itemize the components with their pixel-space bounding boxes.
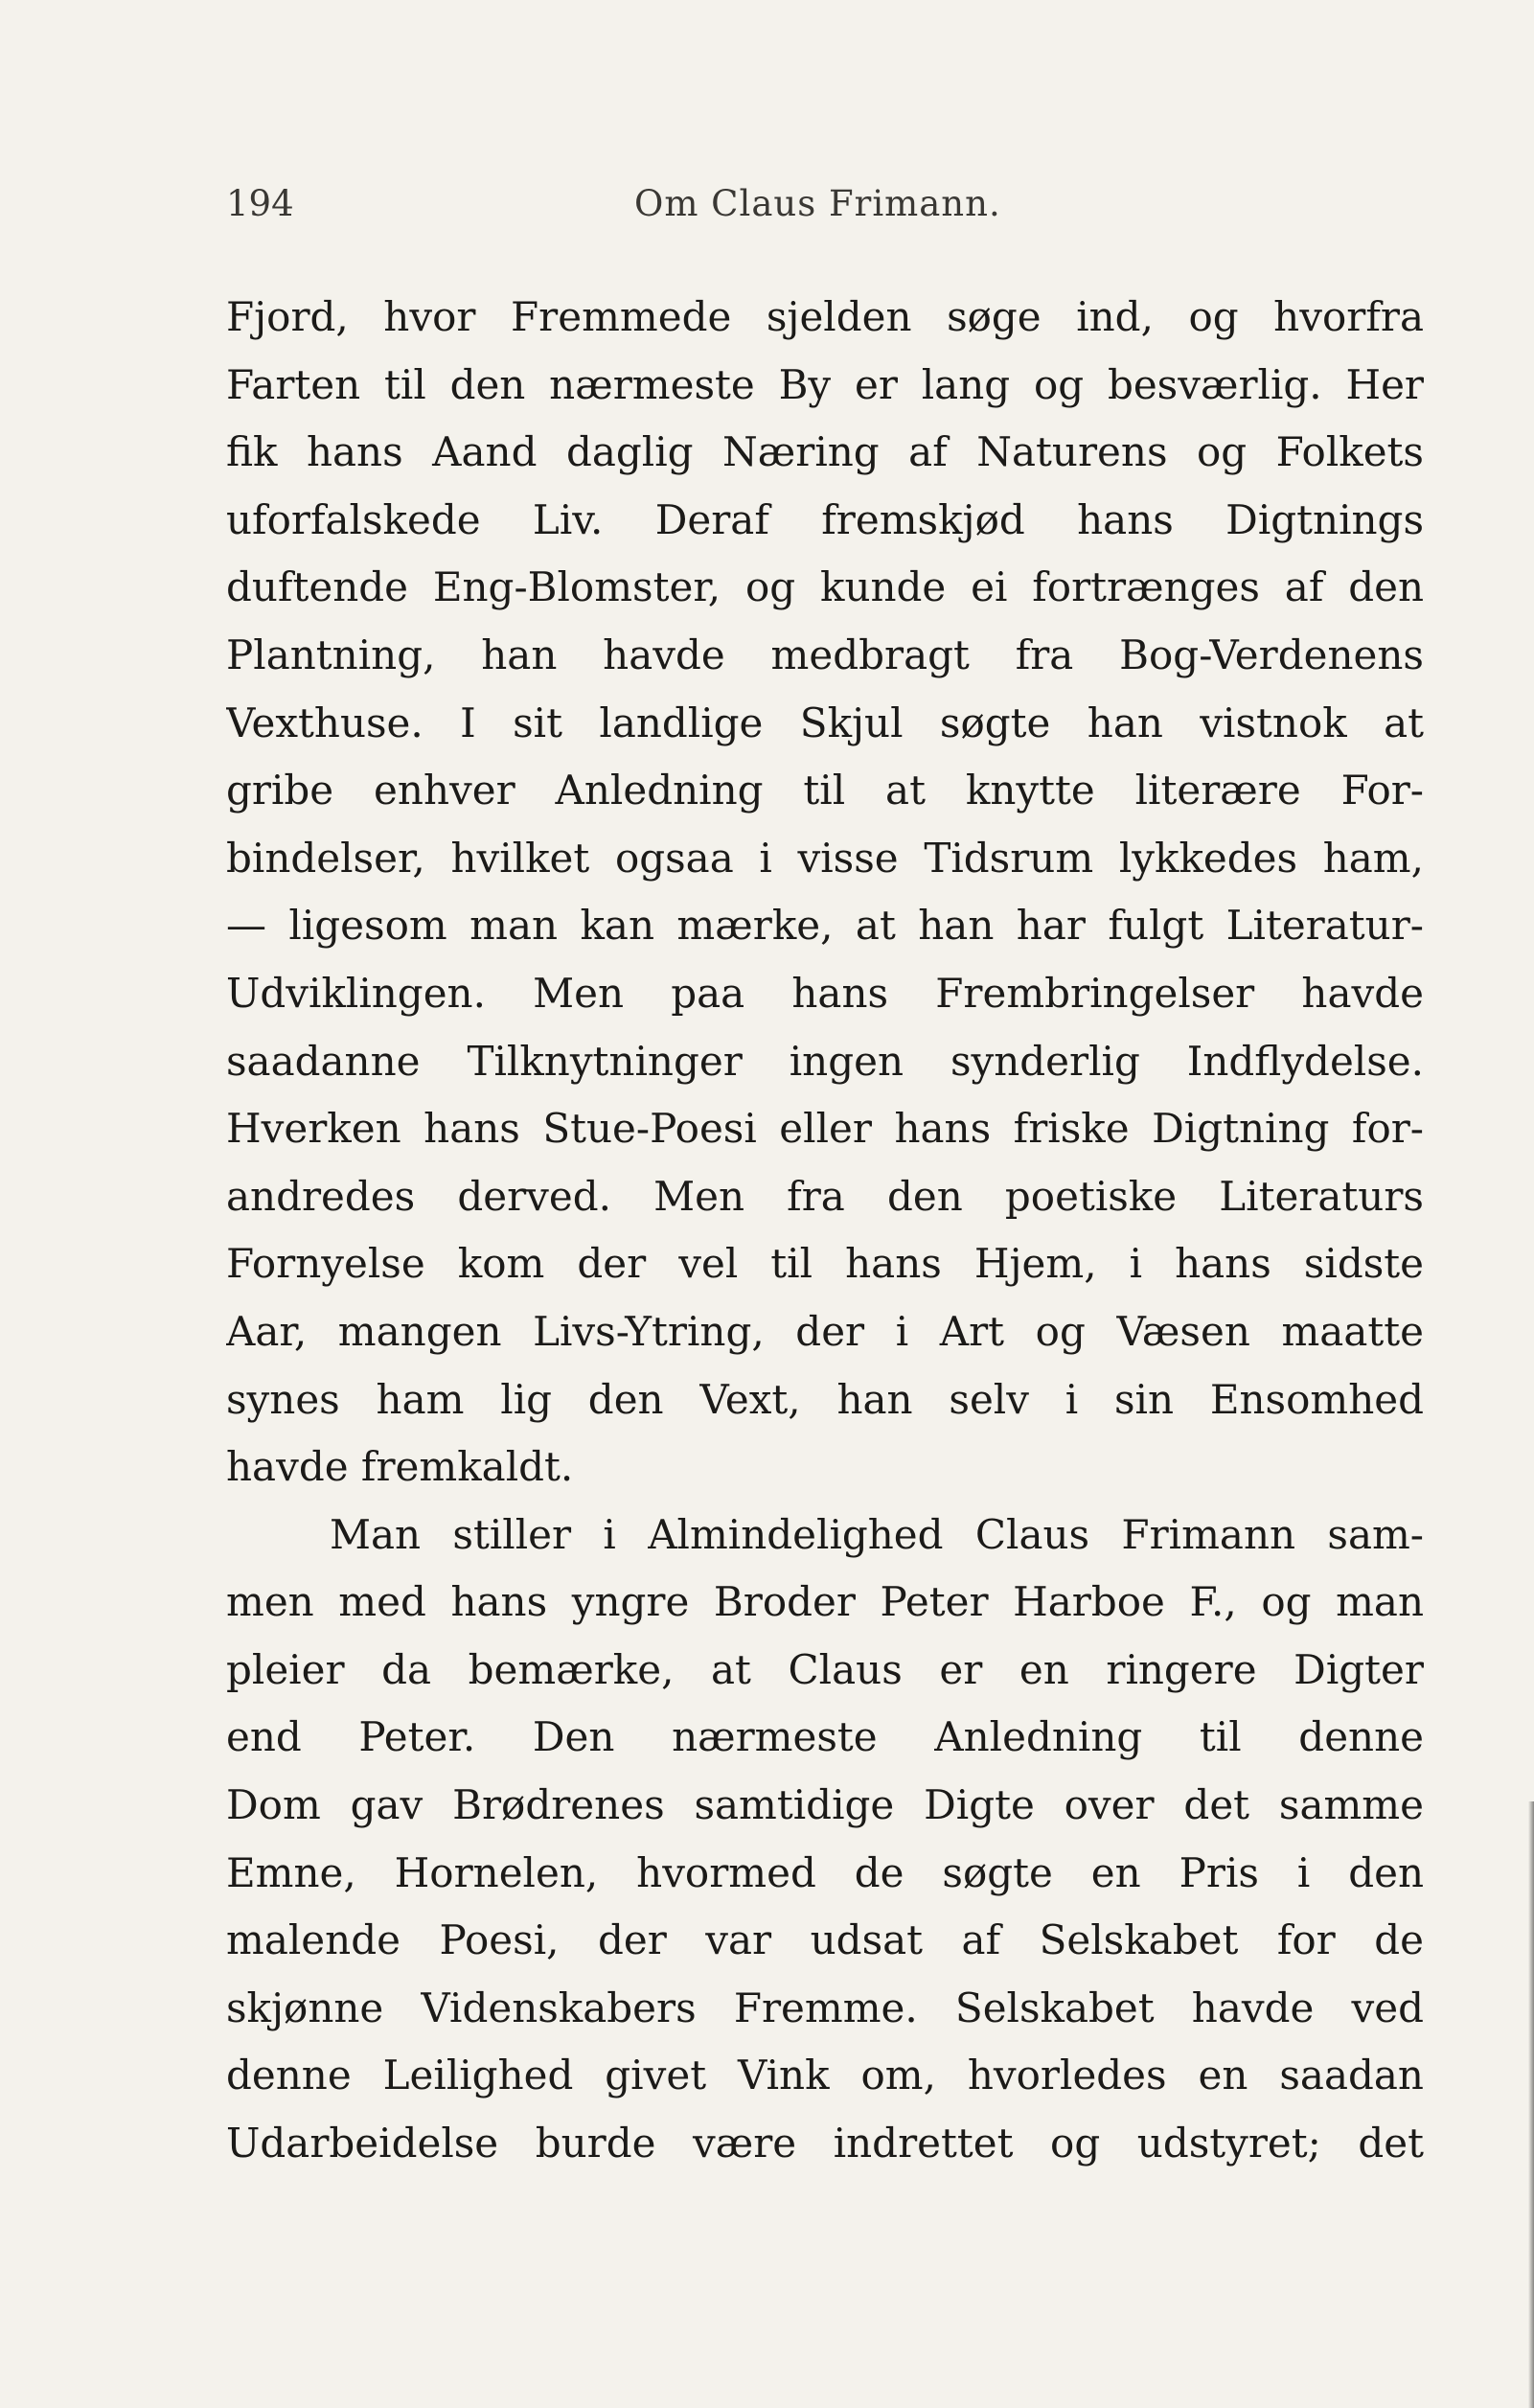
text-line: Fornyelse kom der vel til hans Hjem, i hans sidste <box>226 1240 1424 1288</box>
text-line: Udarbeidelse burde være indrettet og udstyret; det <box>226 2120 1424 2167</box>
paragraph-end-line: havde fremkaldt. <box>226 1443 574 1491</box>
text-line: men med hans yngre Broder Peter Harboe F., og man <box>226 1578 1424 1626</box>
text-line: Vexthuse. I sit landlige Skjul søgte han vistnok at <box>226 699 1424 746</box>
text-line: andredes derved. Men fra den poetiske Literaturs <box>226 1172 1424 1220</box>
text-line: Emne, Hornelen, hvormed de søgte en Pris i den <box>226 1848 1424 1896</box>
paragraph-start-line: Man stiller i Almindelighed Claus Frimann sam- <box>330 1510 1424 1558</box>
text-line: end Peter. Den nærmeste Anledning til denne <box>226 1713 1424 1761</box>
text-line: Dom gav Brødrenes samtidige Digte over det samme <box>226 1781 1424 1829</box>
text-line: skjønne Videnskabers Fremme. Selskabet havde ved <box>226 1984 1424 2031</box>
body-text <box>226 284 1424 2178</box>
text-line: bindelser, hvilket ogsaa i visse Tidsrum lykkedes ham, <box>226 834 1424 882</box>
text-line: Plantning, han havde medbragt fra Bog-Verdenens <box>226 631 1424 678</box>
running-title: Om Claus Frimann. <box>634 183 1001 224</box>
text-line: gribe enhver Anledning til at knytte literære For- <box>226 767 1424 814</box>
text-line: Udviklingen. Men paa hans Frembringelser havde <box>226 969 1424 1017</box>
text-line: Fjord, hvor Fremmede sjelden søge ind, og hvorfra <box>226 293 1424 340</box>
text-line: uforfalskede Liv. Deraf fremskjød hans Digtnings <box>226 495 1424 543</box>
text-line: duftende Eng-Blomster, og kunde ei fortrænges af den <box>226 563 1424 611</box>
text-line: — ligesom man kan mærke, at han har fulgt Literatur- <box>226 902 1424 950</box>
text-line: pleier da bemærke, at Claus er en ringere Digter <box>226 1645 1424 1693</box>
text-line: denne Leilighed givet Vink om, hvorledes en saadan <box>226 2052 1424 2099</box>
page-header <box>226 175 1424 233</box>
text-line: synes ham lig den Vext, han selv i sin Ensomhed <box>226 1375 1424 1423</box>
text-line: saadanne Tilknytninger ingen synderlig Indflydelse. <box>226 1037 1424 1085</box>
page-edge-shadow <box>1528 1801 1534 2408</box>
text-line: Hverken hans Stue-Poesi eller hans friske Digtning for- <box>226 1105 1424 1153</box>
text-line: fik hans Aand daglig Næring af Naturens og Folkets <box>226 428 1424 476</box>
page-number: 194 <box>226 183 294 224</box>
text-line: Farten til den nærmeste By er lang og besværlig. Her <box>226 360 1424 408</box>
text-line: Aar, mangen Livs-Ytring, der i Art og Væsen maatte <box>226 1307 1424 1355</box>
text-line: malende Poesi, der var udsat af Selskabet for de <box>226 1916 1424 1964</box>
